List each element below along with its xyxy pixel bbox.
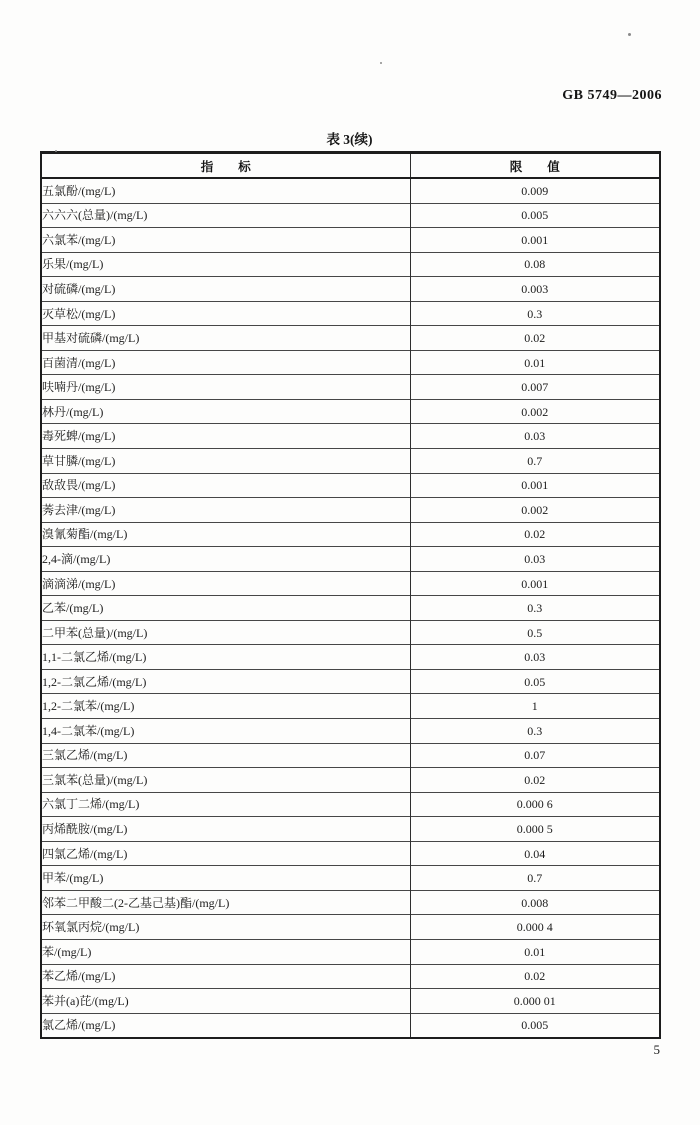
table-row: [41, 473, 660, 498]
indicator-column-header: 指 标: [41, 153, 410, 179]
table-row: [41, 424, 660, 449]
table-row: [41, 252, 660, 277]
table-row: [41, 743, 660, 768]
limit-cell: 0.007: [410, 375, 660, 400]
limit-cell: 0.002: [410, 399, 660, 424]
table-row: [41, 203, 660, 228]
indicator-cell: 敌敌畏/(mg/L): [41, 473, 410, 498]
table-row: [41, 964, 660, 989]
indicator-cell: 1,2-二氯苯/(mg/L): [41, 694, 410, 719]
table-row: [41, 719, 660, 744]
limit-cell: 0.009: [410, 178, 660, 203]
scan-speck: [55, 150, 57, 152]
indicator-cell: 毒死蜱/(mg/L): [41, 424, 410, 449]
indicator-cell: 四氯乙烯/(mg/L): [41, 841, 410, 866]
indicator-cell: 1,2-二氯乙烯/(mg/L): [41, 669, 410, 694]
indicator-cell: 乙苯/(mg/L): [41, 596, 410, 621]
limit-cell: 0.02: [410, 964, 660, 989]
limit-cell: 0.03: [410, 547, 660, 572]
table-row: [41, 939, 660, 964]
indicator-cell: 氯乙烯/(mg/L): [41, 1013, 410, 1038]
limit-cell: 0.01: [410, 939, 660, 964]
indicator-cell: 百菌清/(mg/L): [41, 350, 410, 375]
limits-table: [40, 151, 661, 1039]
limit-cell: 0.000 6: [410, 792, 660, 817]
table-row: [41, 768, 660, 793]
table-row: [41, 866, 660, 891]
header-row: [41, 153, 660, 179]
limit-cell: 0.03: [410, 645, 660, 670]
indicator-cell: 苯并(a)芘/(mg/L): [41, 989, 410, 1014]
table-row: [41, 498, 660, 523]
limit-cell: 0.04: [410, 841, 660, 866]
table-caption: 表 3(续): [326, 132, 373, 147]
indicator-cell: 1,1-二氯乙烯/(mg/L): [41, 645, 410, 670]
indicator-cell: 溴氰菊酯/(mg/L): [41, 522, 410, 547]
indicator-cell: 滴滴涕/(mg/L): [41, 571, 410, 596]
indicator-cell: 丙烯酰胺/(mg/L): [41, 817, 410, 842]
indicator-cell: 六氯丁二烯/(mg/L): [41, 792, 410, 817]
limits-table-wrap: [40, 151, 659, 1039]
table-row: [41, 817, 660, 842]
limit-cell: 0.005: [410, 1013, 660, 1038]
table-row: [41, 792, 660, 817]
indicator-cell: 三氯苯(总量)/(mg/L): [41, 768, 410, 793]
indicator-cell: 三氯乙烯/(mg/L): [41, 743, 410, 768]
indicator-cell: 乐果/(mg/L): [41, 252, 410, 277]
limit-cell: 0.003: [410, 277, 660, 302]
limit-cell: 0.001: [410, 473, 660, 498]
limit-cell: 0.000 4: [410, 915, 660, 940]
table-row: [41, 915, 660, 940]
indicator-cell: 六六六(总量)/(mg/L): [41, 203, 410, 228]
table-row: [41, 841, 660, 866]
scan-speck: [628, 33, 631, 36]
limit-cell: 0.001: [410, 228, 660, 253]
table-row: [41, 522, 660, 547]
table-row: [41, 350, 660, 375]
indicator-cell: 苯/(mg/L): [41, 939, 410, 964]
table-row: [41, 326, 660, 351]
table-row: [41, 178, 660, 203]
limit-cell: 0.7: [410, 866, 660, 891]
limit-cell: 0.05: [410, 669, 660, 694]
indicator-cell: 环氧氯丙烷/(mg/L): [41, 915, 410, 940]
indicator-cell: 甲苯/(mg/L): [41, 866, 410, 891]
table-row: [41, 620, 660, 645]
limit-cell: 0.7: [410, 449, 660, 474]
limit-cell: 0.008: [410, 890, 660, 915]
table-row: [41, 277, 660, 302]
limit-cell: 0.02: [410, 326, 660, 351]
limit-cell: 0.03: [410, 424, 660, 449]
indicator-cell: 五氯酚/(mg/L): [41, 178, 410, 203]
table-row: [41, 596, 660, 621]
limit-cell: 0.01: [410, 350, 660, 375]
table-row: [41, 571, 660, 596]
table-row: [41, 449, 660, 474]
indicator-cell: 苯乙烯/(mg/L): [41, 964, 410, 989]
limit-cell: 0.002: [410, 498, 660, 523]
table-row: [41, 375, 660, 400]
indicator-cell: 对硫磷/(mg/L): [41, 277, 410, 302]
indicator-cell: 六氯苯/(mg/L): [41, 228, 410, 253]
table-row: [41, 301, 660, 326]
table-row: [41, 547, 660, 572]
limit-cell: 0.3: [410, 719, 660, 744]
indicator-cell: 1,4-二氯苯/(mg/L): [41, 719, 410, 744]
limit-cell: 0.02: [410, 522, 660, 547]
limit-cell: 0.02: [410, 768, 660, 793]
limit-cell: 1: [410, 694, 660, 719]
limit-cell: 0.08: [410, 252, 660, 277]
standard-code-header: GB 5749—2006: [562, 88, 662, 103]
table-row: [41, 989, 660, 1014]
limit-cell: 0.5: [410, 620, 660, 645]
limit-cell: 0.001: [410, 571, 660, 596]
limit-cell: 0.000 01: [410, 989, 660, 1014]
indicator-cell: 呋喃丹/(mg/L): [41, 375, 410, 400]
indicator-cell: 邻苯二甲酸二(2-乙基己基)酯/(mg/L): [41, 890, 410, 915]
indicator-cell: 莠去津/(mg/L): [41, 498, 410, 523]
table-body: [41, 178, 660, 1038]
table-row: [41, 890, 660, 915]
table-row: [41, 669, 660, 694]
table-row: [41, 645, 660, 670]
indicator-cell: 二甲苯(总量)/(mg/L): [41, 620, 410, 645]
table-row: [41, 399, 660, 424]
page-number: 5: [653, 1042, 660, 1057]
table-row: [41, 694, 660, 719]
limit-cell: 0.000 5: [410, 817, 660, 842]
table-row: [41, 1013, 660, 1038]
scan-speck: [380, 62, 382, 64]
indicator-cell: 灭草松/(mg/L): [41, 301, 410, 326]
limit-cell: 0.005: [410, 203, 660, 228]
limit-cell: 0.07: [410, 743, 660, 768]
indicator-cell: 草甘膦/(mg/L): [41, 449, 410, 474]
indicator-cell: 甲基对硫磷/(mg/L): [41, 326, 410, 351]
table-header: [41, 153, 660, 179]
limit-column-header: 限 值: [410, 153, 660, 179]
limit-cell: 0.3: [410, 596, 660, 621]
indicator-cell: 2,4-滴/(mg/L): [41, 547, 410, 572]
table-row: [41, 228, 660, 253]
indicator-cell: 林丹/(mg/L): [41, 399, 410, 424]
limit-cell: 0.3: [410, 301, 660, 326]
